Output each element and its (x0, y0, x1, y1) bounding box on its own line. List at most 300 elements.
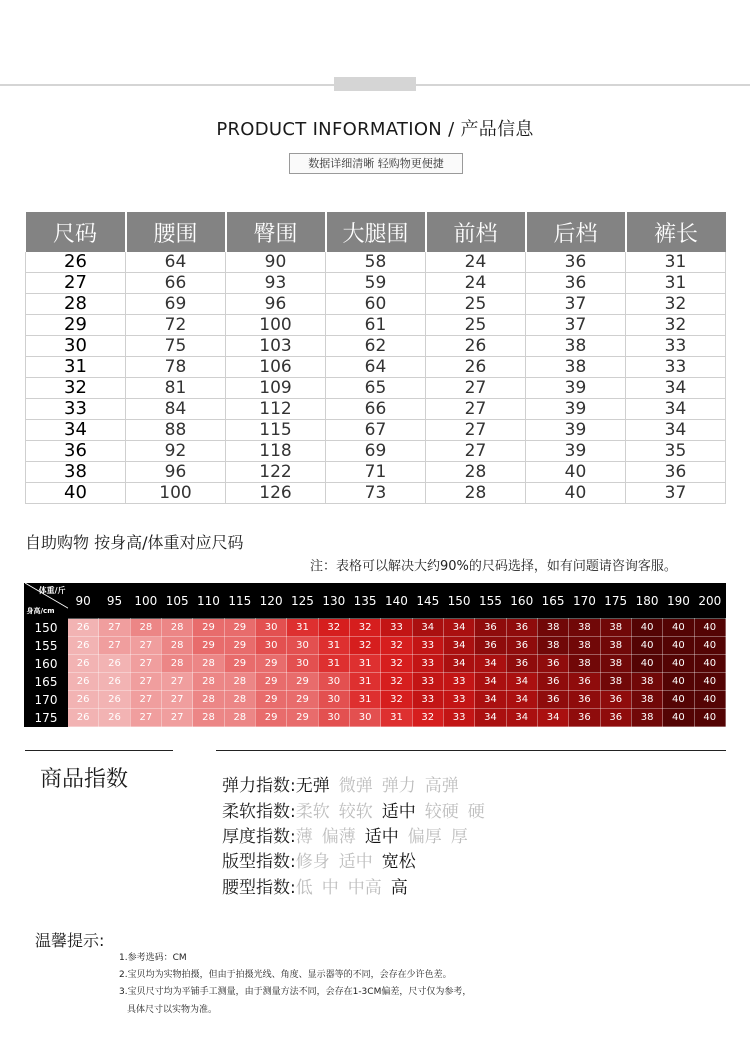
index-option-selected: 宽松 (381, 852, 416, 872)
chart-size-cell: 26 (68, 619, 99, 637)
size-cell: 33 (26, 399, 126, 420)
tip-item: 具体尺寸以实物为准。 (127, 1005, 218, 1015)
chart-row (25, 637, 726, 655)
chart-size-cell: 27 (130, 655, 161, 673)
chart-size-cell: 26 (68, 655, 99, 673)
chart-size-cell: 40 (694, 709, 725, 727)
chart-weight-header: 115 (224, 583, 255, 619)
measure-cell: 39 (526, 378, 626, 399)
chart-size-cell: 27 (99, 619, 130, 637)
measure-cell: 96 (226, 294, 326, 315)
size-cell: 40 (26, 483, 126, 504)
index-option-selected: 无弹 (295, 776, 330, 796)
measure-cell: 39 (526, 420, 626, 441)
index-option-selected: 适中 (381, 802, 416, 822)
chart-size-cell: 29 (224, 655, 255, 673)
size-table-header (26, 212, 726, 252)
chart-size-cell: 31 (381, 709, 412, 727)
chart-size-cell: 30 (255, 637, 286, 655)
measure-cell: 37 (526, 315, 626, 336)
measure-cell: 112 (226, 399, 326, 420)
measure-cell: 27 (426, 399, 526, 420)
chart-size-cell: 33 (412, 691, 443, 709)
chart-size-cell: 33 (443, 673, 474, 691)
size-cell: 38 (26, 462, 126, 483)
chart-size-cell: 38 (537, 619, 568, 637)
corner-weight-label: 体重/斤 (38, 586, 66, 595)
measure-cell: 58 (326, 252, 426, 273)
chart-size-cell: 33 (412, 673, 443, 691)
chart-size-cell: 36 (569, 673, 600, 691)
corner-height-label: 身高/cm (26, 607, 55, 615)
measure-cell: 92 (126, 441, 226, 462)
chart-weight-header: 110 (193, 583, 224, 619)
chart-row (25, 655, 726, 673)
size-row (26, 315, 726, 336)
chart-size-cell: 27 (130, 637, 161, 655)
index-option: 微弹 (338, 776, 373, 796)
chart-height-cell: 170 (25, 691, 68, 709)
chart-size-cell: 38 (631, 673, 662, 691)
index-option-selected: 适中 (364, 827, 399, 847)
size-cell: 34 (26, 420, 126, 441)
chart-row (25, 673, 726, 691)
measure-cell: 90 (226, 252, 326, 273)
chart-size-cell: 30 (255, 619, 286, 637)
measure-cell: 71 (326, 462, 426, 483)
chart-size-cell: 34 (537, 709, 568, 727)
chart-size-cell: 34 (475, 655, 506, 673)
chart-size-cell: 40 (631, 637, 662, 655)
chart-size-cell: 26 (99, 709, 130, 727)
chart-size-cell: 29 (255, 691, 286, 709)
chart-size-cell: 28 (193, 709, 224, 727)
chart-size-cell: 33 (443, 709, 474, 727)
chart-weight-header: 120 (255, 583, 286, 619)
size-row (26, 441, 726, 462)
measure-cell: 72 (126, 315, 226, 336)
chart-size-cell: 26 (68, 637, 99, 655)
chart-row (25, 691, 726, 709)
chart-size-cell: 29 (224, 637, 255, 655)
chart-row (25, 709, 726, 727)
measure-cell: 33 (626, 336, 726, 357)
chart-size-cell: 40 (694, 655, 725, 673)
chart-size-cell: 26 (68, 691, 99, 709)
chart-size-cell: 38 (600, 619, 631, 637)
header-size: 尺码 (26, 212, 126, 252)
measure-cell: 27 (426, 420, 526, 441)
size-row (26, 273, 726, 294)
chart-size-cell: 40 (663, 655, 694, 673)
size-cell: 36 (26, 441, 126, 462)
chart-weight-header: 135 (349, 583, 380, 619)
size-cell: 29 (26, 315, 126, 336)
chart-size-cell: 38 (631, 691, 662, 709)
chart-size-cell: 32 (381, 673, 412, 691)
measure-cell: 67 (326, 420, 426, 441)
chart-size-cell: 31 (349, 691, 380, 709)
chart-size-cell: 33 (412, 655, 443, 673)
top-tab-decoration (334, 77, 416, 91)
chart-size-cell: 40 (663, 691, 694, 709)
measure-cell: 81 (126, 378, 226, 399)
measure-cell: 32 (626, 315, 726, 336)
chart-size-cell: 29 (287, 709, 318, 727)
index-label: 柔软指数: (222, 802, 296, 822)
size-row (26, 378, 726, 399)
chart-size-cell: 26 (68, 709, 99, 727)
size-row (26, 357, 726, 378)
chart-size-cell: 34 (443, 619, 474, 637)
chart-weight-header: 180 (631, 583, 662, 619)
chart-size-cell: 34 (506, 691, 537, 709)
chart-row (25, 619, 726, 637)
chart-size-cell: 34 (506, 673, 537, 691)
index-option: 低 (295, 878, 313, 898)
size-row (26, 336, 726, 357)
measure-cell: 28 (426, 462, 526, 483)
size-cell: 27 (26, 273, 126, 294)
chart-header-row (25, 583, 726, 619)
index-option: 较软 (338, 802, 373, 822)
measure-cell: 93 (226, 273, 326, 294)
chart-height-cell: 175 (25, 709, 68, 727)
chart-size-cell: 30 (318, 673, 349, 691)
index-option: 硬 (467, 802, 485, 822)
measure-cell: 34 (626, 399, 726, 420)
chart-size-cell: 40 (663, 637, 694, 655)
size-cell: 32 (26, 378, 126, 399)
chart-size-cell: 27 (130, 673, 161, 691)
chart-size-cell: 40 (694, 637, 725, 655)
chart-size-cell: 29 (287, 691, 318, 709)
chart-weight-header: 190 (663, 583, 694, 619)
size-row (26, 399, 726, 420)
measure-cell: 35 (626, 441, 726, 462)
measure-cell: 38 (526, 336, 626, 357)
chart-size-cell: 38 (537, 637, 568, 655)
chart-size-cell: 36 (569, 691, 600, 709)
index-option-selected: 高 (390, 878, 408, 898)
size-table (25, 212, 726, 504)
measure-cell: 115 (226, 420, 326, 441)
header-back-rise: 后档 (526, 212, 626, 252)
measure-cell: 26 (426, 336, 526, 357)
self-help-note: 注：表格可以解决大约90%的尺码选择，如有问题请咨询客服。 (310, 559, 677, 574)
chart-size-cell: 28 (224, 709, 255, 727)
index-row (222, 847, 425, 872)
chart-size-cell: 33 (443, 691, 474, 709)
chart-size-cell: 29 (193, 637, 224, 655)
measure-cell: 109 (226, 378, 326, 399)
chart-size-cell: 32 (412, 709, 443, 727)
chart-size-cell: 34 (475, 673, 506, 691)
chart-size-cell: 40 (663, 709, 694, 727)
chart-size-cell: 29 (287, 673, 318, 691)
chart-size-cell: 30 (318, 709, 349, 727)
index-option: 中 (321, 878, 339, 898)
chart-size-cell: 34 (443, 655, 474, 673)
index-option: 适中 (338, 852, 373, 872)
chart-size-cell: 30 (349, 709, 380, 727)
header-length: 裤长 (626, 212, 726, 252)
chart-size-cell: 28 (161, 619, 192, 637)
tips-title: 温馨提示: (35, 931, 105, 950)
tip-item: 2.宝贝均为实物拍摄，但由于拍摄光线、角度、显示器等的不同，会存在少许色差。 (119, 970, 452, 980)
chart-size-cell: 40 (631, 619, 662, 637)
chart-weight-header: 175 (600, 583, 631, 619)
measure-cell: 31 (626, 252, 726, 273)
chart-weight-header: 160 (506, 583, 537, 619)
measure-cell: 40 (526, 483, 626, 504)
chart-size-cell: 30 (287, 637, 318, 655)
chart-size-cell: 38 (569, 637, 600, 655)
chart-corner (25, 583, 68, 619)
header-waist: 腰围 (126, 212, 226, 252)
chart-size-cell: 36 (506, 637, 537, 655)
chart-size-cell: 32 (349, 619, 380, 637)
measure-cell: 60 (326, 294, 426, 315)
chart-size-cell: 36 (600, 691, 631, 709)
chart-size-cell: 40 (663, 619, 694, 637)
chart-size-cell: 27 (161, 673, 192, 691)
measure-cell: 62 (326, 336, 426, 357)
measure-cell: 103 (226, 336, 326, 357)
chart-size-cell: 26 (68, 673, 99, 691)
chart-size-cell: 34 (412, 619, 443, 637)
chart-height-cell: 160 (25, 655, 68, 673)
product-index-title: 商品指数 (40, 767, 129, 792)
chart-size-cell: 28 (161, 637, 192, 655)
chart-size-cell: 38 (600, 655, 631, 673)
measure-cell: 38 (526, 357, 626, 378)
chart-size-cell: 27 (130, 691, 161, 709)
chart-weight-header: 145 (412, 583, 443, 619)
chart-size-cell: 36 (475, 619, 506, 637)
size-cell: 28 (26, 294, 126, 315)
chart-size-cell: 27 (161, 709, 192, 727)
index-label: 弹力指数: (222, 776, 296, 796)
section-divider-right (216, 750, 726, 751)
measure-cell: 88 (126, 420, 226, 441)
tip-item: 3.宝贝尺寸均为平铺手工测量，由于测量方法不同，会存在1-3CM偏差，尺寸仅为参考， (119, 987, 472, 997)
chart-weight-header: 125 (287, 583, 318, 619)
index-option: 偏薄 (321, 827, 356, 847)
chart-size-cell: 29 (224, 619, 255, 637)
index-option: 柔软 (295, 802, 330, 822)
chart-size-cell: 28 (224, 673, 255, 691)
chart-size-cell: 36 (569, 709, 600, 727)
measure-cell: 64 (126, 252, 226, 273)
chart-weight-header: 130 (318, 583, 349, 619)
chart-size-cell: 34 (475, 691, 506, 709)
measure-cell: 37 (626, 483, 726, 504)
chart-size-cell: 36 (506, 619, 537, 637)
chart-size-cell: 38 (600, 673, 631, 691)
chart-size-cell: 38 (569, 619, 600, 637)
index-row (222, 873, 417, 898)
chart-height-cell: 165 (25, 673, 68, 691)
chart-size-cell: 28 (193, 655, 224, 673)
chart-size-cell: 40 (694, 673, 725, 691)
index-label: 厚度指数: (222, 827, 296, 847)
measure-cell: 27 (426, 378, 526, 399)
chart-size-cell: 29 (255, 673, 286, 691)
chart-size-cell: 36 (537, 691, 568, 709)
chart-size-cell: 34 (506, 709, 537, 727)
measure-cell: 66 (126, 273, 226, 294)
chart-size-cell: 38 (600, 637, 631, 655)
measure-cell: 36 (526, 252, 626, 273)
chart-size-cell: 29 (193, 619, 224, 637)
chart-size-cell: 26 (99, 673, 130, 691)
chart-weight-header: 150 (443, 583, 474, 619)
measure-cell: 118 (226, 441, 326, 462)
measure-cell: 64 (326, 357, 426, 378)
measure-cell: 26 (426, 357, 526, 378)
measure-cell: 39 (526, 441, 626, 462)
size-row (26, 483, 726, 504)
chart-weight-header: 105 (161, 583, 192, 619)
chart-weight-header: 100 (130, 583, 161, 619)
chart-size-cell: 26 (99, 691, 130, 709)
measure-cell: 78 (126, 357, 226, 378)
chart-size-cell: 36 (475, 637, 506, 655)
chart-size-cell: 29 (255, 709, 286, 727)
size-cell: 26 (26, 252, 126, 273)
self-help-title: 自助购物 按身高/体重对应尺码 (25, 533, 244, 552)
chart-size-cell: 28 (193, 673, 224, 691)
height-weight-chart (24, 583, 726, 727)
chart-size-cell: 33 (412, 637, 443, 655)
chart-size-cell: 27 (130, 709, 161, 727)
measure-cell: 40 (526, 462, 626, 483)
chart-weight-header: 90 (68, 583, 99, 619)
page-title: PRODUCT INFORMATION / 产品信息 (216, 119, 534, 140)
chart-size-cell: 27 (161, 691, 192, 709)
size-row (26, 294, 726, 315)
chart-size-cell: 32 (349, 637, 380, 655)
chart-size-cell: 36 (537, 655, 568, 673)
chart-height-cell: 150 (25, 619, 68, 637)
index-option: 薄 (295, 827, 313, 847)
chart-size-cell: 27 (99, 637, 130, 655)
chart-size-cell: 31 (287, 619, 318, 637)
chart-weight-header: 155 (475, 583, 506, 619)
measure-cell: 106 (226, 357, 326, 378)
index-option: 高弹 (424, 776, 459, 796)
measure-cell: 66 (326, 399, 426, 420)
tip-item: 1.参考选码：CM (119, 953, 187, 963)
measure-cell: 33 (626, 357, 726, 378)
index-option: 弹力 (381, 776, 416, 796)
index-label: 腰型指数: (222, 878, 296, 898)
chart-size-cell: 34 (475, 709, 506, 727)
measure-cell: 25 (426, 315, 526, 336)
size-cell: 31 (26, 357, 126, 378)
measure-cell: 100 (126, 483, 226, 504)
size-row (26, 252, 726, 273)
chart-size-cell: 28 (224, 691, 255, 709)
header-thigh: 大腿围 (326, 212, 426, 252)
measure-cell: 96 (126, 462, 226, 483)
index-option: 中高 (347, 878, 382, 898)
chart-size-cell: 28 (193, 691, 224, 709)
measure-cell: 28 (426, 483, 526, 504)
measure-cell: 34 (626, 378, 726, 399)
chart-size-cell: 38 (631, 709, 662, 727)
index-label: 版型指数: (222, 852, 296, 872)
measure-cell: 65 (326, 378, 426, 399)
index-row (222, 822, 477, 847)
chart-height-cell: 155 (25, 637, 68, 655)
chart-size-cell: 29 (255, 655, 286, 673)
measure-cell: 69 (126, 294, 226, 315)
chart-size-cell: 28 (130, 619, 161, 637)
measure-cell: 37 (526, 294, 626, 315)
index-option: 修身 (295, 852, 330, 872)
measure-cell: 122 (226, 462, 326, 483)
measure-cell: 32 (626, 294, 726, 315)
chart-weight-header: 170 (569, 583, 600, 619)
chart-size-cell: 36 (600, 709, 631, 727)
header-hip: 臀围 (226, 212, 326, 252)
measure-cell: 27 (426, 441, 526, 462)
chart-weight-header: 140 (381, 583, 412, 619)
chart-size-cell: 31 (318, 637, 349, 655)
chart-size-cell: 32 (381, 691, 412, 709)
chart-size-cell: 31 (349, 673, 380, 691)
chart-size-cell: 26 (99, 655, 130, 673)
measure-cell: 36 (526, 273, 626, 294)
measure-cell: 126 (226, 483, 326, 504)
measure-cell: 61 (326, 315, 426, 336)
chart-size-cell: 31 (318, 655, 349, 673)
measure-cell: 24 (426, 273, 526, 294)
chart-size-cell: 40 (663, 673, 694, 691)
chart-size-cell: 32 (318, 619, 349, 637)
measure-cell: 31 (626, 273, 726, 294)
index-option: 厚 (450, 827, 468, 847)
index-option: 偏厚 (407, 827, 442, 847)
chart-size-cell: 36 (506, 655, 537, 673)
chart-weight-header: 165 (537, 583, 568, 619)
measure-cell: 36 (626, 462, 726, 483)
chart-size-cell: 31 (349, 655, 380, 673)
measure-cell: 39 (526, 399, 626, 420)
chart-size-cell: 40 (631, 655, 662, 673)
index-option: 较硬 (424, 802, 459, 822)
chart-size-cell: 40 (694, 619, 725, 637)
measure-cell: 34 (626, 420, 726, 441)
chart-weight-header: 95 (99, 583, 130, 619)
header-front-rise: 前档 (426, 212, 526, 252)
section-divider-left (25, 750, 173, 751)
page-subtitle: 数据详细清晰 轻购物更便捷 (289, 153, 463, 174)
measure-cell: 75 (126, 336, 226, 357)
chart-size-cell: 36 (537, 673, 568, 691)
index-row (222, 771, 468, 796)
measure-cell: 84 (126, 399, 226, 420)
size-cell: 30 (26, 336, 126, 357)
chart-size-cell: 34 (443, 637, 474, 655)
index-row (222, 797, 494, 822)
measure-cell: 100 (226, 315, 326, 336)
chart-size-cell: 38 (569, 655, 600, 673)
chart-size-cell: 32 (381, 655, 412, 673)
chart-size-cell: 32 (381, 637, 412, 655)
